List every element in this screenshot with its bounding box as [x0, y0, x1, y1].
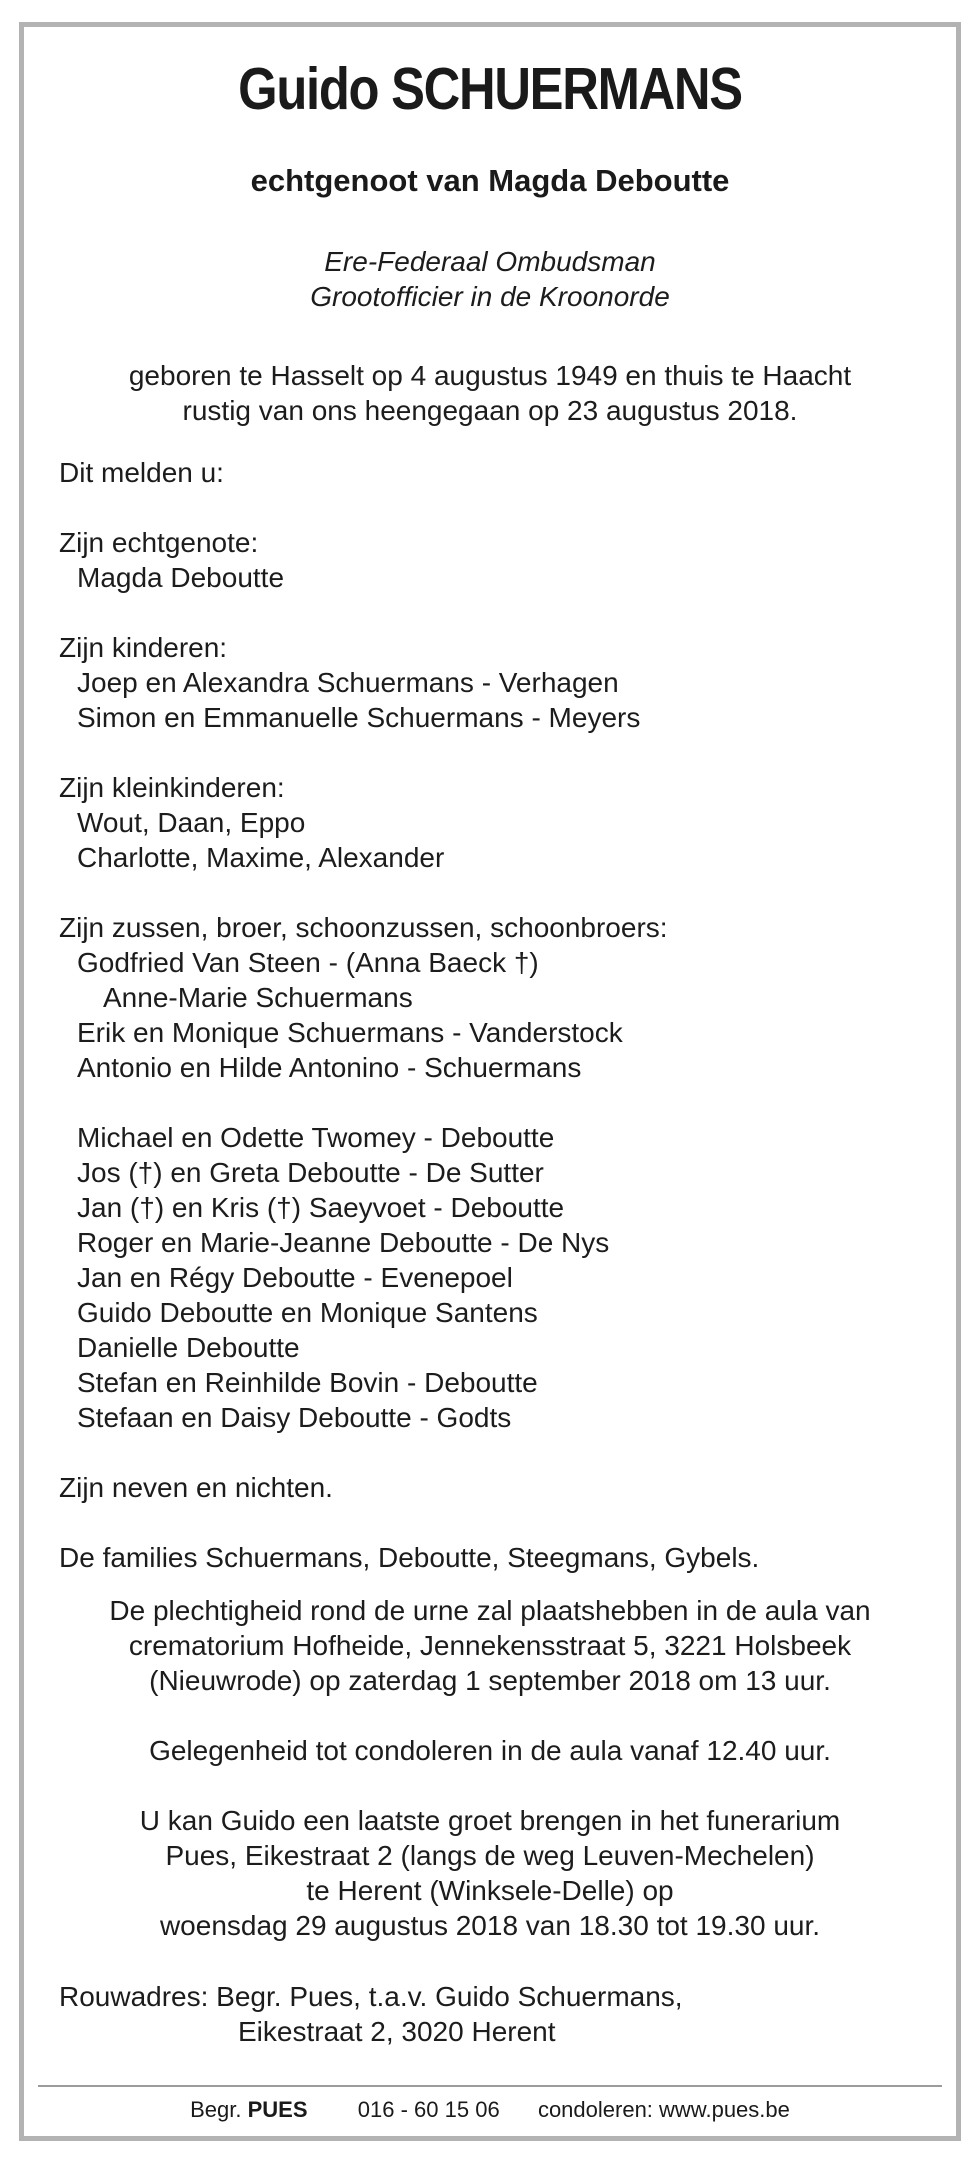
spouse-name: Magda Deboutte	[77, 562, 285, 593]
footer-prefix: Begr.	[190, 2097, 242, 2122]
families-line: De families Schuermans, Deboutte, Steegmans, Gybels.	[59, 1542, 760, 1573]
address-line: Eikestraat 2, 3020 Herent	[238, 2016, 556, 2047]
condolence-info: Gelegenheid tot condoleren in de aula vanaf 12.40 uur.	[149, 1735, 831, 1766]
birth-line: geboren te Hasselt op 4 augustus 1949 en thuis te Haacht	[128, 360, 852, 391]
sibling-entry: Erik en Monique Schuermans - Vanderstock	[77, 1017, 623, 1048]
visitation-line: te Herent (Winksele-Delle) op	[306, 1875, 674, 1906]
in-law-entry: Guido Deboutte en Monique Santens	[77, 1297, 538, 1328]
visitation-line: U kan Guido een laatste groet brengen in het funerarium	[139, 1805, 841, 1836]
in-law-entry: Danielle Deboutte	[77, 1332, 300, 1363]
birth-death-statement	[24, 358, 956, 428]
announcement-list	[59, 455, 759, 1575]
title-line: Grootofficier in de Kroonorde	[310, 281, 670, 312]
visitation-line: woensdag 29 augustus 2018 van 18.30 tot 19.30 uur.	[159, 1910, 821, 1941]
in-law-entry: Roger en Marie-Jeanne Deboutte - De Nys	[77, 1227, 610, 1258]
siblings-heading: Zijn zussen, broer, schoonzussen, schoonbroers:	[59, 912, 668, 943]
visitation-line: Pues, Eikestraat 2 (langs de weg Leuven-Mechelen)	[165, 1840, 815, 1871]
address-line: Rouwadres: Begr. Pues, t.a.v. Guido Schuermans,	[59, 1981, 683, 2012]
ceremony-line: crematorium Hofheide, Jennekensstraat 5, 3221 Holsbeek	[128, 1630, 852, 1661]
in-law-entry: Stefan en Reinhilde Bovin - Deboutte	[77, 1367, 538, 1398]
child-entry: Simon en Emmanuelle Schuermans - Meyers	[77, 702, 641, 733]
in-law-entry: Stefaan en Daisy Deboutte - Godts	[77, 1402, 512, 1433]
funeral-home-footer	[24, 2097, 956, 2123]
ceremony-line: De plechtigheid rond de urne zal plaatshebben in de aula van	[109, 1595, 871, 1626]
spouse-line: echtgenoot van Magda Deboutte	[250, 163, 730, 198]
death-line: rustig van ons heengegaan op 23 augustus 2018.	[182, 395, 798, 426]
children-heading: Zijn kinderen:	[59, 632, 228, 663]
death-notice-frame	[19, 22, 961, 2141]
funeral-home-brand: PUES	[247, 2097, 308, 2122]
ceremony-line: (Nieuwrode) op zaterdag 1 september 2018 om 13 uur.	[149, 1665, 831, 1696]
sibling-entry: Godfried Van Steen - (Anna Baeck †)	[77, 947, 539, 978]
ceremony-info	[24, 1593, 956, 1698]
in-law-entry: Jan (†) en Kris (†) Saeyvoet - Deboutte	[77, 1192, 565, 1223]
in-law-entry: Jan en Régy Deboutte - Evenepoel	[77, 1262, 513, 1293]
child-entry: Joep en Alexandra Schuermans - Verhagen	[77, 667, 619, 698]
deceased-name: Guido SCHUERMANS	[238, 56, 742, 122]
intro-line: Dit melden u:	[59, 457, 224, 488]
honorary-titles	[24, 244, 956, 314]
in-law-entry: Michael en Odette Twomey - Deboutte	[77, 1122, 555, 1153]
title-line: Ere-Federaal Ombudsman	[324, 246, 656, 277]
grandchildren-heading: Zijn kleinkinderen:	[59, 772, 285, 803]
mourning-address	[59, 1979, 683, 2049]
grandchildren-entry: Wout, Daan, Eppo	[77, 807, 306, 838]
grandchildren-entry: Charlotte, Maxime, Alexander	[77, 842, 445, 873]
footer-website: condoleren: www.pues.be	[537, 2097, 790, 2122]
footer-divider	[38, 2085, 942, 2087]
in-law-entry: Jos (†) en Greta Deboutte - De Sutter	[77, 1157, 544, 1188]
cousins-line: Zijn neven en nichten.	[59, 1472, 333, 1503]
sibling-sub-entry: Anne-Marie Schuermans	[103, 982, 413, 1013]
footer-phone: 016 - 60 15 06	[357, 2097, 500, 2122]
spouse-heading: Zijn echtgenote:	[59, 527, 259, 558]
sibling-entry: Antonio en Hilde Antonino - Schuermans	[77, 1052, 582, 1083]
visitation-info	[24, 1803, 956, 1943]
